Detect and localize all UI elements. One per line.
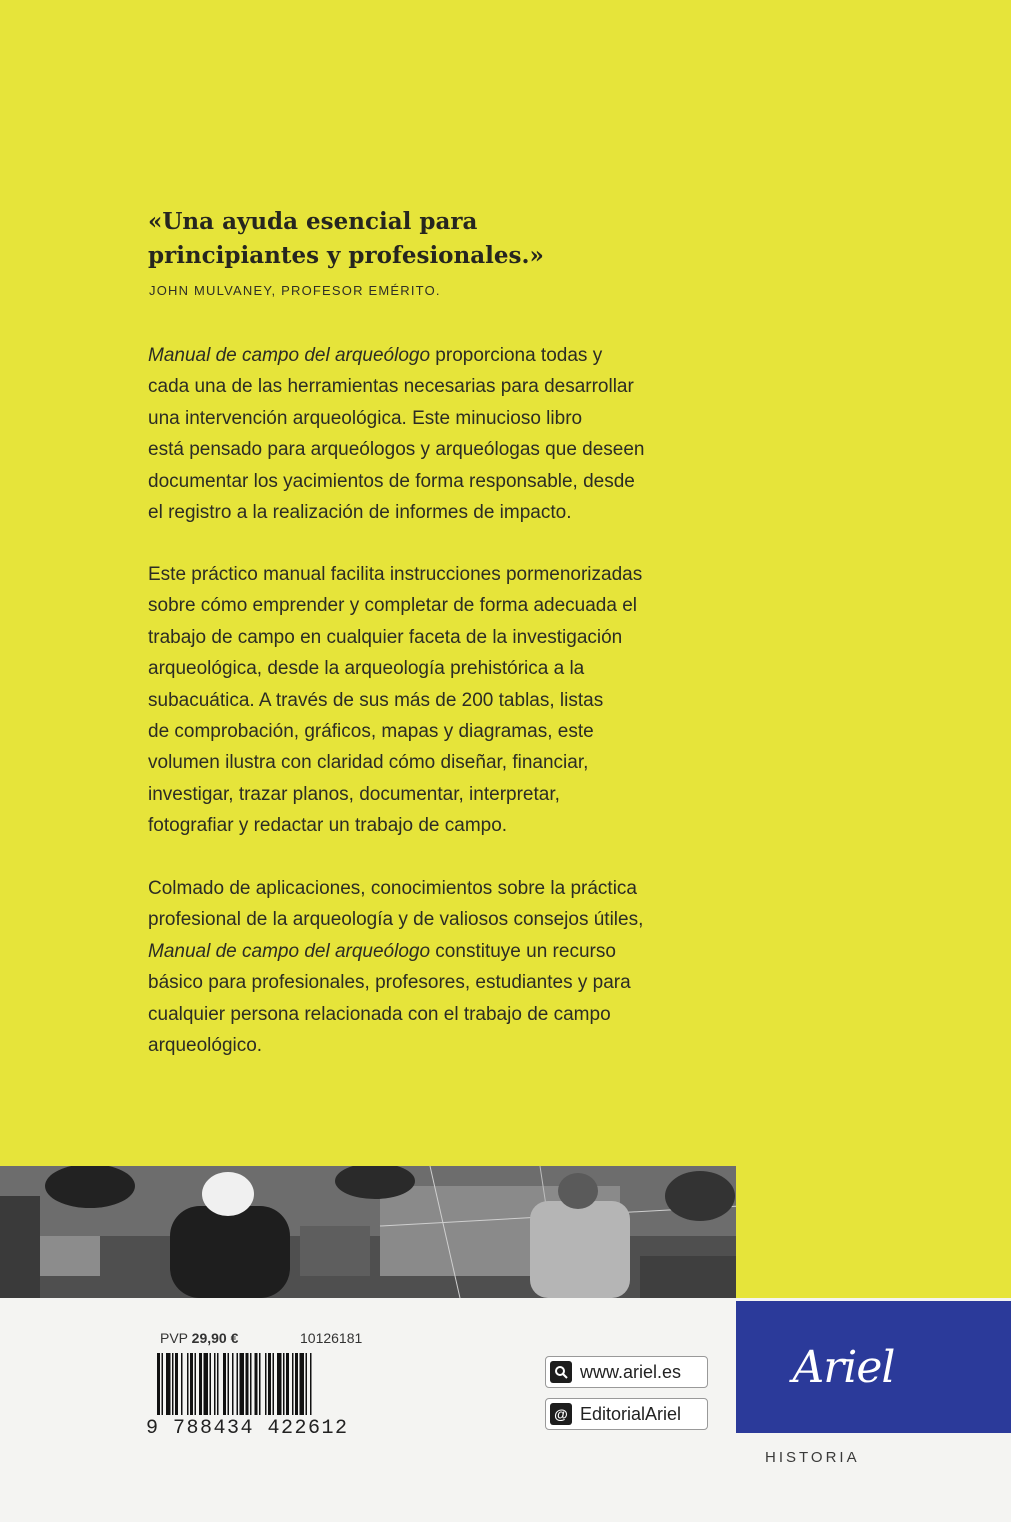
para2-line: subacuática. A través de sus más de 200 tablas, listas — [148, 689, 604, 711]
description-paragraph-1 — [148, 340, 768, 528]
para2-line: volumen ilustra con claridad cómo diseñar, financiar, — [148, 752, 589, 774]
at-sign-icon: @ — [550, 1403, 572, 1425]
para2-line: investigar, trazar planos, documentar, interpretar, — [148, 783, 560, 805]
book-title: Manual de campo del arqueólogo — [148, 345, 431, 366]
collection-label: HISTORIA — [765, 1449, 860, 1466]
para3-line: arqueológico. — [148, 1035, 263, 1057]
product-code: 10126181 — [300, 1330, 363, 1346]
quote-line-1: «Una ayuda esencial para — [148, 208, 478, 235]
para1-line: el registro a la realización de informes de impacto. — [148, 502, 572, 524]
para3-line: profesional de la arqueología y de valiosos consejos útiles, — [148, 909, 644, 931]
quote-line-2: principiantes y profesionales.» — [148, 242, 544, 269]
para1-line: documentar los yacimientos de forma responsable, desde — [148, 470, 635, 492]
website-text: www.ariel.es — [580, 1361, 682, 1382]
quote-author: JOHN MULVANEY, PROFESOR EMÉRITO. — [149, 283, 441, 298]
social-link[interactable] — [545, 1398, 708, 1430]
pull-quote — [148, 205, 748, 273]
website-link[interactable] — [545, 1356, 708, 1388]
para3-line: básico para profesionales, profesores, estudiantes y para — [148, 972, 631, 994]
para3-line-3: Manual de campo del arqueólogo constituye un recurso — [148, 940, 616, 962]
para1-line: una intervención arqueológica. Este minucioso libro — [148, 407, 583, 429]
excavation-photo — [0, 1166, 736, 1298]
para2-line: fotografiar y redactar un trabajo de campo. — [148, 815, 508, 837]
para3-line: cualquier persona relacionada con el trabajo de campo — [148, 1003, 611, 1025]
description-paragraph-2 — [148, 559, 768, 842]
excavation-photo-illustration — [0, 1166, 736, 1298]
para1-line-1: Manual de campo del arqueólogo proporciona todas y — [148, 345, 603, 366]
para2-line: de comprobación, gráficos, mapas y diagramas, este — [148, 721, 594, 743]
para1-line: está pensado para arqueólogos y arqueólogas que deseen — [148, 439, 645, 461]
para2-line: Este práctico manual facilita instrucciones pormenorizadas — [148, 564, 643, 585]
social-text: EditorialAriel — [580, 1403, 682, 1424]
isbn-number: 9 788434 422612 — [146, 1417, 349, 1440]
book-title: Manual de campo del arqueólogo — [148, 940, 431, 962]
publisher-logo — [736, 1301, 1011, 1433]
para2-line: arqueológica, desde la arqueología prehistórica a la — [148, 658, 585, 680]
para1-line: cada una de las herramientas necesarias para desarrollar — [148, 376, 634, 398]
para2-line: trabajo de campo en cualquier faceta de la investigación — [148, 626, 623, 648]
para2-line: sobre cómo emprender y completar de forma adecuada el — [148, 595, 637, 617]
price: PVP 29,90 € — [160, 1330, 239, 1346]
barcode — [155, 1353, 367, 1423]
description-paragraph-3 — [148, 873, 768, 1061]
para3-line: Colmado de aplicaciones, conocimientos sobre la práctica — [148, 878, 637, 899]
price-value: 29,90 € — [191, 1330, 239, 1346]
publisher-name: Ariel — [792, 1341, 895, 1393]
search-icon — [550, 1361, 572, 1383]
